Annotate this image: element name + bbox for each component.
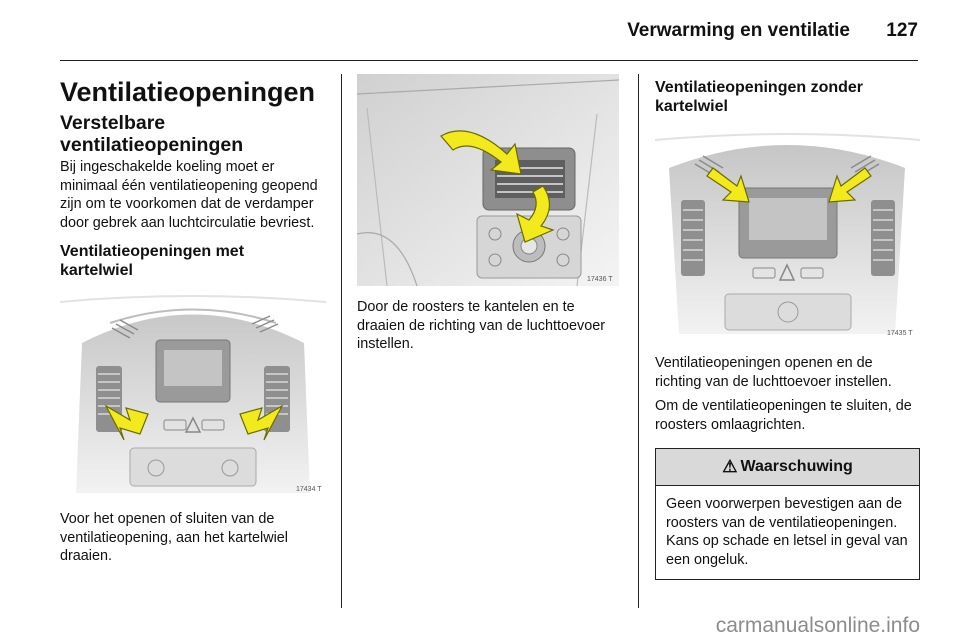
warning-text: Geen voorwerpen bevestigen aan de roosters van de ventilatieopeningen. Kans op schade en letsel in geval van een ongeluk. bbox=[666, 496, 908, 568]
warning-box bbox=[655, 448, 920, 580]
warning-body bbox=[656, 486, 919, 579]
warning-title: Waarschuwing bbox=[740, 458, 853, 475]
column-middle bbox=[357, 72, 619, 354]
figure-caption: Door de roosters te kantelen en te draaien de richting van de luchttoevoer instellen. bbox=[357, 299, 605, 352]
paragraph-open-vents: Ventilatieopeningen openen en de richting van de luchttoevoer instellen. bbox=[655, 355, 892, 390]
figure-air-vent-adjustable bbox=[357, 74, 619, 286]
section-heading: Ventilatieopeningen bbox=[60, 77, 316, 107]
figure-code: 17434 T bbox=[296, 486, 322, 493]
figure-code: 17436 T bbox=[587, 276, 613, 283]
subsection-heading: Verstelbare ventilatieopeningen bbox=[60, 112, 244, 156]
figure-caption: Voor het openen of sluiten van de ventilatieopening, aan het kartelwiel draaien. bbox=[60, 511, 289, 564]
header-title: Verwarming en ventilatie bbox=[627, 20, 850, 41]
subsection-heading-no-thumbwheel: Ventilatieopeningen zonder kartelwiel bbox=[655, 79, 864, 115]
figure-dashboard-no-thumbwheel bbox=[655, 128, 920, 340]
page-number: 127 bbox=[886, 20, 918, 41]
intro-paragraph: Bij ingeschakelde koeling moet er minimaal één ventilatieopening geopend zijn om te voorkomen dat de verdamper door gebrek aan luchtcirculatie bevriest. bbox=[60, 159, 318, 231]
subsection-heading-thumbwheel: Ventilatieopeningen met kartelwiel bbox=[60, 243, 245, 279]
warning-triangle-icon: ⚠ bbox=[722, 457, 738, 476]
column-right bbox=[655, 72, 920, 580]
header-rule bbox=[60, 60, 918, 61]
figure-code: 17435 T bbox=[887, 330, 913, 337]
column-divider-2 bbox=[638, 74, 639, 608]
paragraph-close-vents: Om de ventilatieopeningen te sluiten, de roosters omlaagrichten. bbox=[655, 398, 912, 433]
figure-dashboard-thumbwheel bbox=[60, 288, 326, 496]
column-left bbox=[60, 72, 328, 566]
warning-header bbox=[656, 449, 919, 486]
column-divider-1 bbox=[341, 74, 342, 608]
watermark: carmanualsonline.info bbox=[715, 614, 920, 637]
